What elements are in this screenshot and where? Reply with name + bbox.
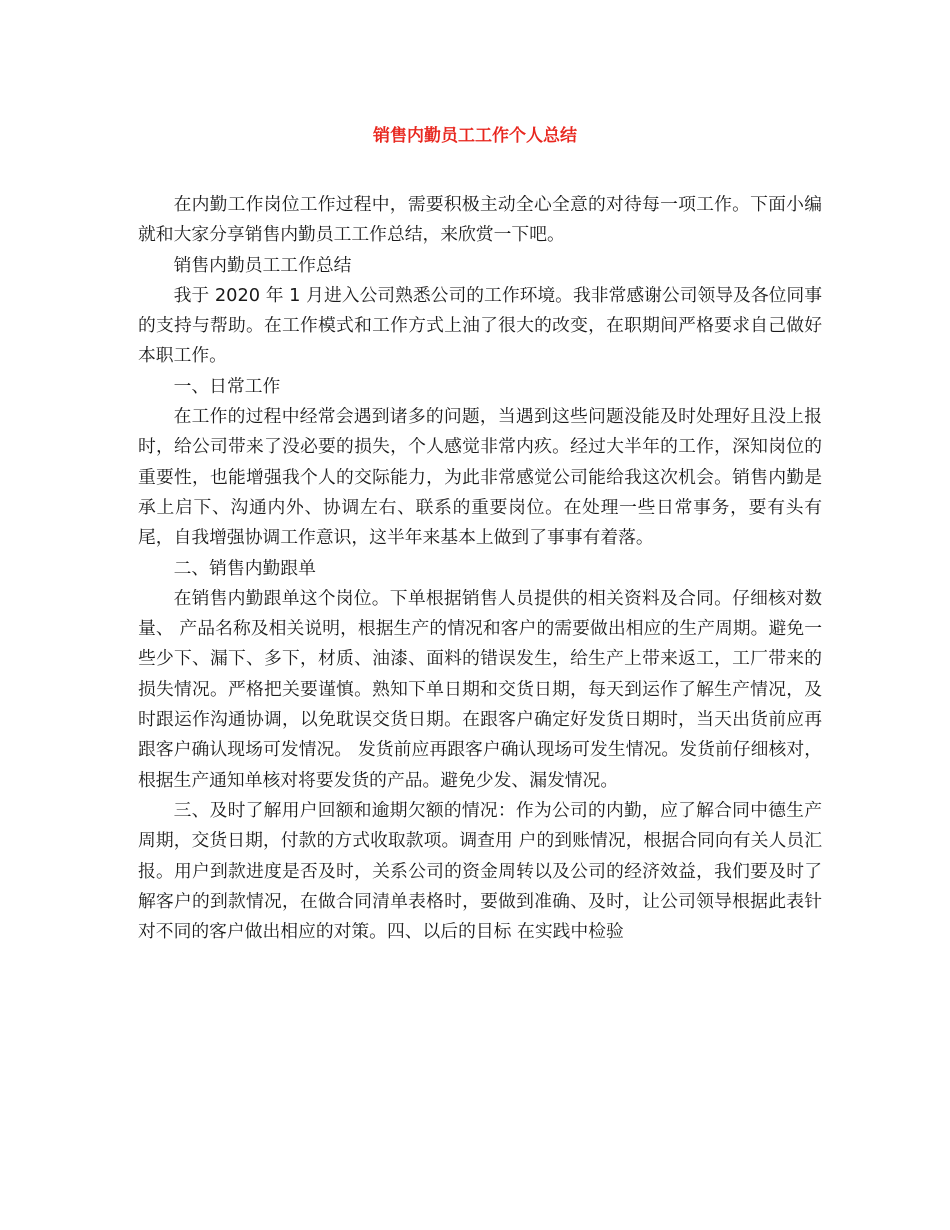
document-body <box>138 190 822 947</box>
section-heading-order-tracking: 二、销售内勤跟单 <box>173 557 316 579</box>
document-title: 销售内勤员工工作个人总结 <box>373 126 577 146</box>
paragraph-payments: 三、及时了解用户回额和逾期欠额的情况：作为公司的内勤，应了解合同中德生产周期，交货日期，付款的方式收取款项。调查用 户的到账情况，根据合同向有关人员汇报。用户到款进度是否及时，关系公司的资金周转以及公司的经济效益，我们要及时了解客户的到款情况，在做合同清单表格时，要做到准确、及时，让公司领导根据此表针对不同的客户做出相应的对策。四、以后的目标 在实践中检验 <box>138 799 822 943</box>
section-heading-daily-work: 一、日常工作 <box>173 375 281 397</box>
paragraph-order-tracking: 在销售内勤跟单这个岗位。下单根据销售人员提供的相关资料及合同。仔细核对数量、 产品名称及相关说明，根据生产的情况和客户的需要做出相应的生产周期。避免一些少下、漏下、多下，材质、油漆、面料的错误发生，给生产上带来返工，工厂带来的损失情况。严格把关要谨慎。熟知下单日期和交货日期，每天到运作了解生产情况，及时跟运作沟通协调，以免耽误交货日期。在跟客户确定好发货日期时，当天出货前应再跟客户确认现场可发情况。 发货前应再跟客户确认现场可发生情况。发货前仔细核对，根据生产通知单核对将要发货的产品。避免少发、漏发情况。 <box>138 587 822 791</box>
paragraph-intro: 在内勤工作岗位工作过程中，需要积极主动全心全意的对待每一项工作。下面小编就和大家分享销售内勤员工工作总结，来欣赏一下吧。 <box>138 194 822 246</box>
paragraph-daily-work: 在工作的过程中经常会遇到诸多的问题，当遇到这些问题没能及时处理好且没上报时，给公司带来了没必要的损失，个人感觉非常内疚。经过大半年的工作，深知岗位的重要性，也能增强我个人的交际能力，为此非常感觉公司能给我这次机会。销售内勤是承上启下、沟通内外、协调左右、联系的重要岗位。在处理一些日常事务，要有头有尾，自我增强协调工作意识，这半年来基本上做到了事事有着落。 <box>138 406 822 549</box>
paragraph-start: 我于 2020 年 1 月进入公司熟悉公司的工作环境。我非常感谢公司领导及各位同事的支持与帮助。在工作模式和工作方式上油了很大的改变，在职期间严格要求自己做好本职工作。 <box>138 284 822 367</box>
paragraph-subtitle: 销售内勤员工工作总结 <box>173 254 352 276</box>
